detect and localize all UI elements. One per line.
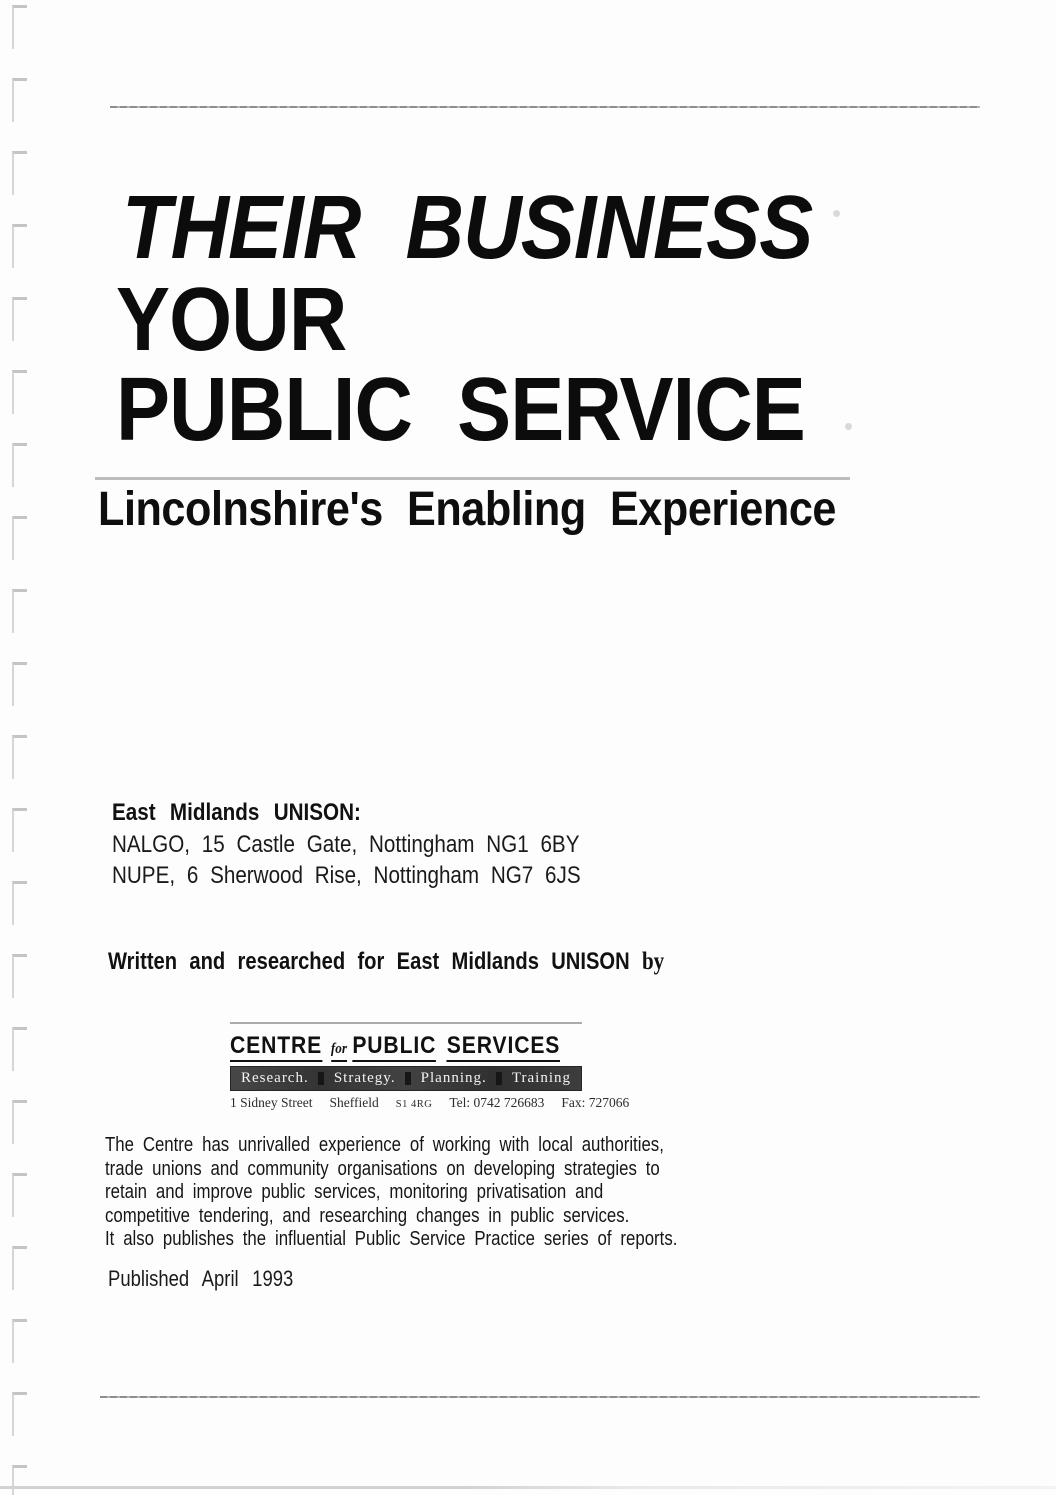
page-bottom-edge [0,1486,1056,1489]
binding-mark [12,1465,27,1495]
publisher-address-1-text: NALGO, 15 Castle Gate, Nottingham NG1 6BY [112,830,580,858]
binding-mark [12,735,27,779]
subtitle-text: Lincolnshire's Enabling Experience [98,483,836,536]
bullet-separator [318,1072,324,1085]
credit-text: Written and researched for East Midlands UNISON [108,948,630,975]
logo-service-training: Training [511,1070,571,1086]
logo-postcode: S1 4RG [395,1099,433,1110]
title-line-2 [116,270,372,370]
bottom-rule [100,1396,980,1398]
logo-service-strategy: Strategy. [333,1070,396,1086]
binding-mark [12,1246,27,1290]
title-line-3 [116,360,882,460]
logo-heading [230,1032,582,1060]
publisher-block [112,797,657,892]
logo-services-bar [230,1066,582,1091]
subtitle-rule [95,477,850,480]
title-line-2-text: YOUR [116,270,347,370]
logo-top-line [230,1022,582,1024]
logo-heading-inner [230,1032,560,1060]
logo-street: 1 Sidney Street [230,1095,313,1110]
publisher-heading [112,797,657,829]
description-line-3: retain and improve public services, monitoring privatisation and [105,1181,604,1204]
scan-speck [833,210,840,217]
title-line-1 [122,178,889,278]
logo-fax: Fax: 727066 [561,1095,630,1110]
binding-mark [12,224,27,268]
credit-line [108,948,770,976]
publisher-address-2-text: NUPE, 6 Sherwood Rise, Nottingham NG7 6JS [112,862,581,889]
top-rule [110,106,980,108]
published-date-text: Published April 1993 [108,1266,294,1291]
published-date [108,1266,329,1292]
binding-mark [12,151,27,195]
binding-mark [12,78,27,122]
publisher-address-1 [112,829,657,861]
description-paragraph [105,1134,786,1252]
publisher-address-2 [112,860,657,892]
publisher-heading-text: East Midlands UNISON: [112,799,361,826]
binding-mark [12,662,27,706]
binding-mark [12,1173,27,1217]
logo-city: Sheffield [329,1095,379,1110]
description-line-2: trade unions and community organisations on developing strategies to [105,1157,660,1180]
binding-mark [12,5,27,49]
title-line-3-text: PUBLIC SERVICE [116,360,805,460]
description-line-5: It also publishes the influential Public Service Practice series of reports. [105,1228,678,1251]
binding-mark [12,808,27,852]
logo-service-research: Research. [241,1070,309,1086]
logo-word-centre: CENTRE [230,1032,322,1062]
bullet-separator [405,1072,411,1085]
title-line-1-text: THEIR BUSINESS [122,178,813,278]
binding-mark [12,370,27,414]
binding-mark [12,589,27,633]
binding-mark [12,1027,27,1071]
binding-mark [12,297,27,341]
binding-mark [12,443,27,487]
centre-for-public-services-logo [230,1022,630,1111]
credit-line-inner [108,948,664,976]
logo-tel: Tel: 0742 726683 [449,1095,545,1110]
binding-mark [12,1392,27,1436]
binding-mark [12,1319,27,1363]
scan-speck [845,423,852,430]
bullet-separator [496,1072,502,1085]
binding-mark [12,1100,27,1144]
logo-service-planning: Planning. [420,1070,487,1086]
logo-address-line [230,1095,630,1111]
logo-word-public: PUBLIC [352,1032,436,1062]
description-line-4: competitive tendering, and researching changes in public services. [105,1204,630,1227]
binding-mark [12,954,27,998]
logo-word-for: for [331,1041,347,1062]
subtitle [98,484,918,536]
binding-mark [12,881,27,925]
credit-by-word: by [641,948,665,975]
description-line-1: The Centre has unrivalled experience of working with local authorities, [105,1134,664,1156]
binding-mark [12,516,27,560]
logo-word-services: SERVICES [447,1032,560,1062]
